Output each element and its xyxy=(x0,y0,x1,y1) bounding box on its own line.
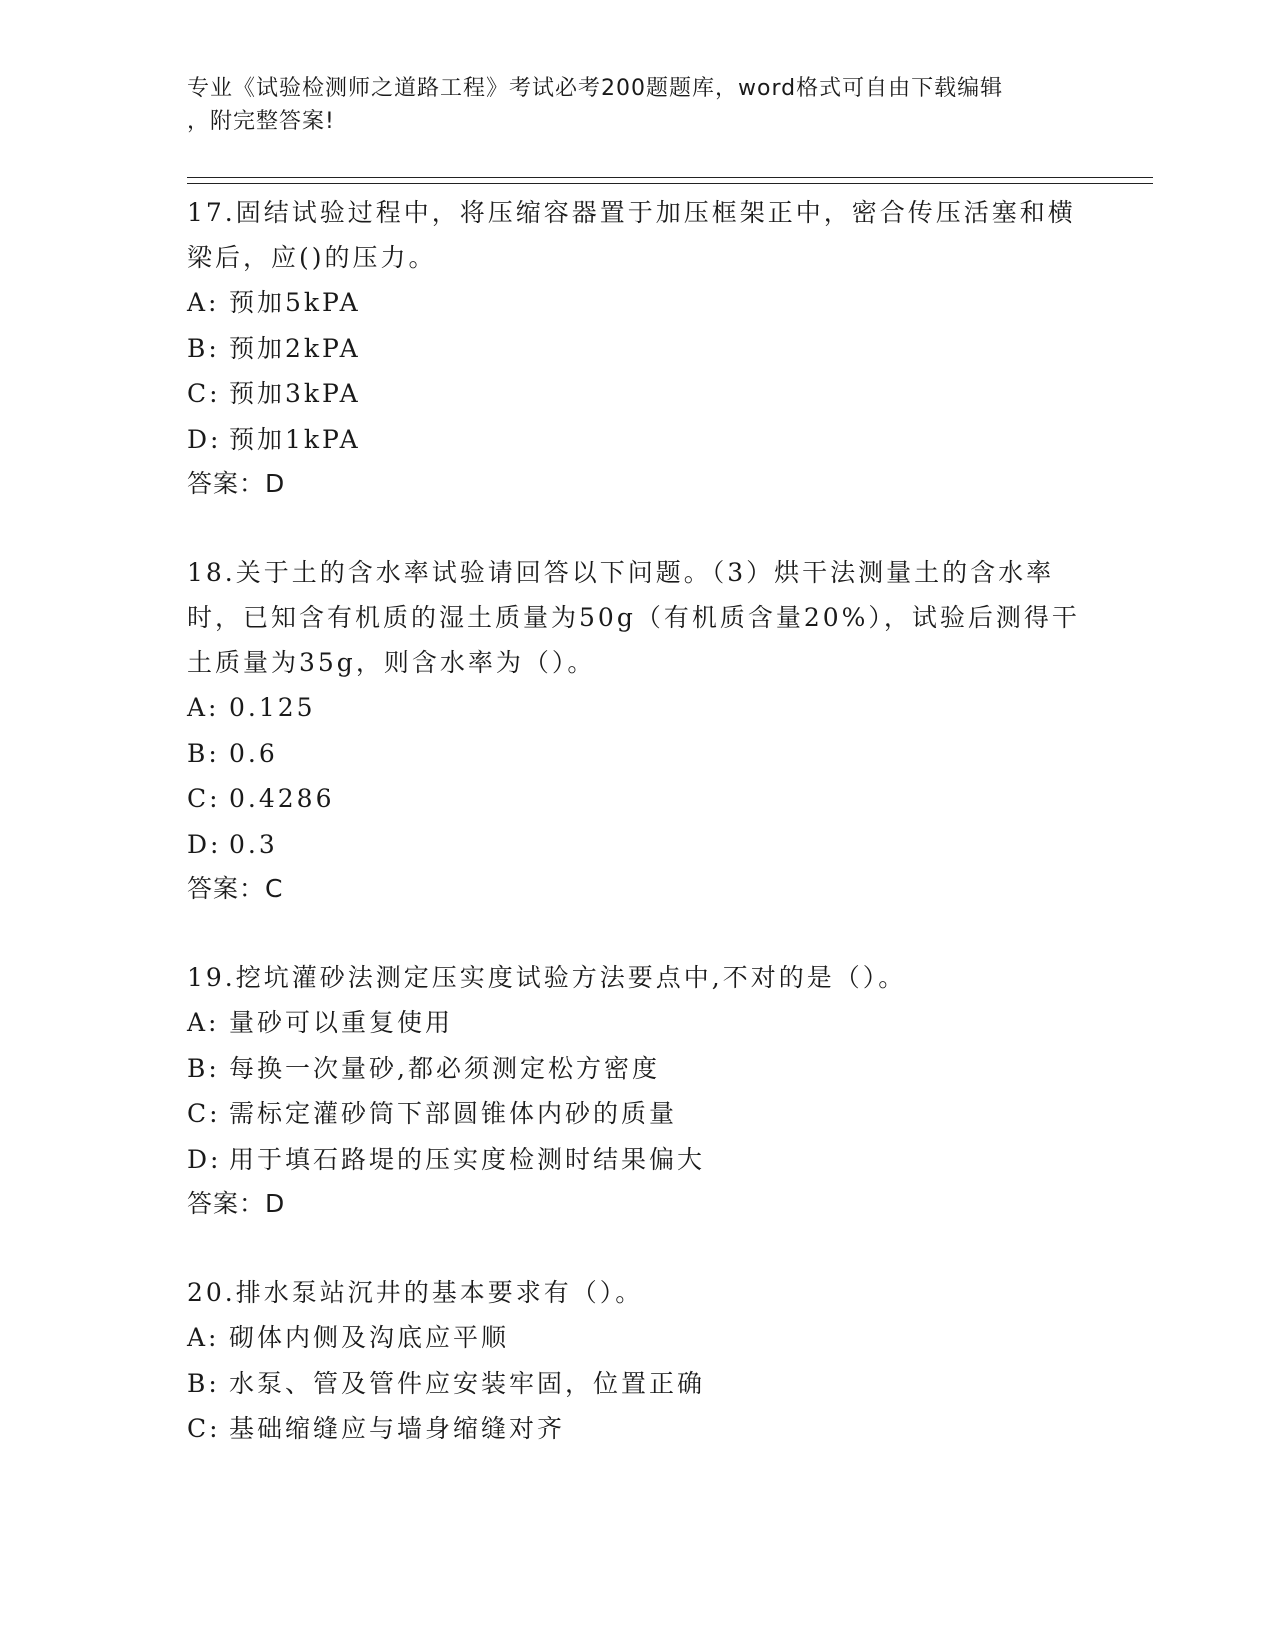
option-text: 0.3 xyxy=(229,829,278,859)
header-divider-bottom xyxy=(187,183,1153,184)
option-key: A: xyxy=(187,1008,220,1037)
question-text: 18.关于土的含水率试验请回答以下问题。（3）烘干法测量土的含水率时，已知含有机质的湿土质量为50g（有机质含量20%），试验后测得干土质量为35g，则含水率为（）。 xyxy=(187,558,1080,677)
option-key: B: xyxy=(187,1368,220,1398)
option-key: D: xyxy=(187,1144,222,1174)
question-19 xyxy=(187,955,1087,1226)
option-a xyxy=(187,1000,1087,1046)
option-text: 需标定灌砂筒下部圆锥体内砂的质量 xyxy=(229,1099,678,1128)
question-text: 20.排水泵站沉井的基本要求有（）。 xyxy=(187,1278,644,1307)
document-header xyxy=(187,72,1067,138)
option-key: B: xyxy=(187,738,220,768)
option-a xyxy=(187,1315,1087,1361)
option-c xyxy=(187,1091,1087,1137)
option-text: 预加1kPA xyxy=(229,424,361,454)
option-d xyxy=(187,417,1087,463)
option-text: 预加2kPA xyxy=(229,333,361,363)
answer-label: 答案： xyxy=(187,874,266,903)
option-c xyxy=(187,776,1087,822)
answer-value: D xyxy=(265,1189,286,1218)
answer-value: D xyxy=(265,469,286,498)
option-d xyxy=(187,822,1087,868)
header-title-line2: ，附完整答案! xyxy=(187,109,335,134)
question-text: 19.挖坑灌砂法测定压实度试验方法要点中,不对的是（）。 xyxy=(187,963,907,992)
option-b xyxy=(187,1361,1087,1407)
option-text: 水泵、管及管件应安装牢固，位置正确 xyxy=(229,1368,706,1398)
answer-line xyxy=(187,1182,1087,1226)
option-key: C: xyxy=(187,379,221,408)
header-divider-top xyxy=(187,177,1153,178)
option-text: 预加5kPA xyxy=(229,288,361,317)
option-key: A: xyxy=(187,288,220,317)
answer-value: C xyxy=(265,874,284,903)
question-20 xyxy=(187,1270,1087,1452)
option-text: 用于填石路堤的压实度检测时结果偏大 xyxy=(229,1144,706,1174)
question-list xyxy=(187,190,1087,1496)
option-text: 预加3kPA xyxy=(229,379,361,408)
option-c xyxy=(187,371,1087,417)
option-text: 0.125 xyxy=(229,693,316,722)
header-title-line1: 专业《试验检测师之道路工程》考试必考200题题库，word格式可自由下载编辑 xyxy=(187,76,1004,101)
question-text: 17.固结试验过程中，将压缩容器置于加压框架正中，密合传压活塞和横梁后，应()的压力。 xyxy=(187,198,1076,272)
option-key: D: xyxy=(187,829,222,859)
option-text: 基础缩缝应与墙身缩缝对齐 xyxy=(229,1414,566,1443)
answer-label: 答案： xyxy=(187,1189,266,1218)
option-a xyxy=(187,280,1087,326)
option-key: C: xyxy=(187,784,221,813)
option-b xyxy=(187,731,1087,777)
option-text: 砌体内侧及沟底应平顺 xyxy=(229,1323,510,1352)
option-text: 0.6 xyxy=(229,738,278,768)
option-text: 量砂可以重复使用 xyxy=(229,1008,454,1037)
option-key: B: xyxy=(187,333,220,363)
option-c xyxy=(187,1406,1087,1452)
option-b xyxy=(187,1046,1087,1092)
question-18 xyxy=(187,550,1087,911)
answer-label: 答案： xyxy=(187,469,266,498)
option-key: A: xyxy=(187,693,220,722)
option-key: B: xyxy=(187,1053,220,1083)
option-key: D: xyxy=(187,424,222,454)
option-key: C: xyxy=(187,1414,221,1443)
answer-line xyxy=(187,462,1087,506)
option-a xyxy=(187,685,1087,731)
option-key: A: xyxy=(187,1323,220,1352)
answer-line xyxy=(187,867,1087,911)
option-b xyxy=(187,326,1087,372)
question-17 xyxy=(187,190,1087,506)
option-d xyxy=(187,1137,1087,1183)
option-text: 0.4286 xyxy=(229,784,335,813)
option-text: 每换一次量砂,都必须测定松方密度 xyxy=(229,1053,660,1083)
option-key: C: xyxy=(187,1099,221,1128)
